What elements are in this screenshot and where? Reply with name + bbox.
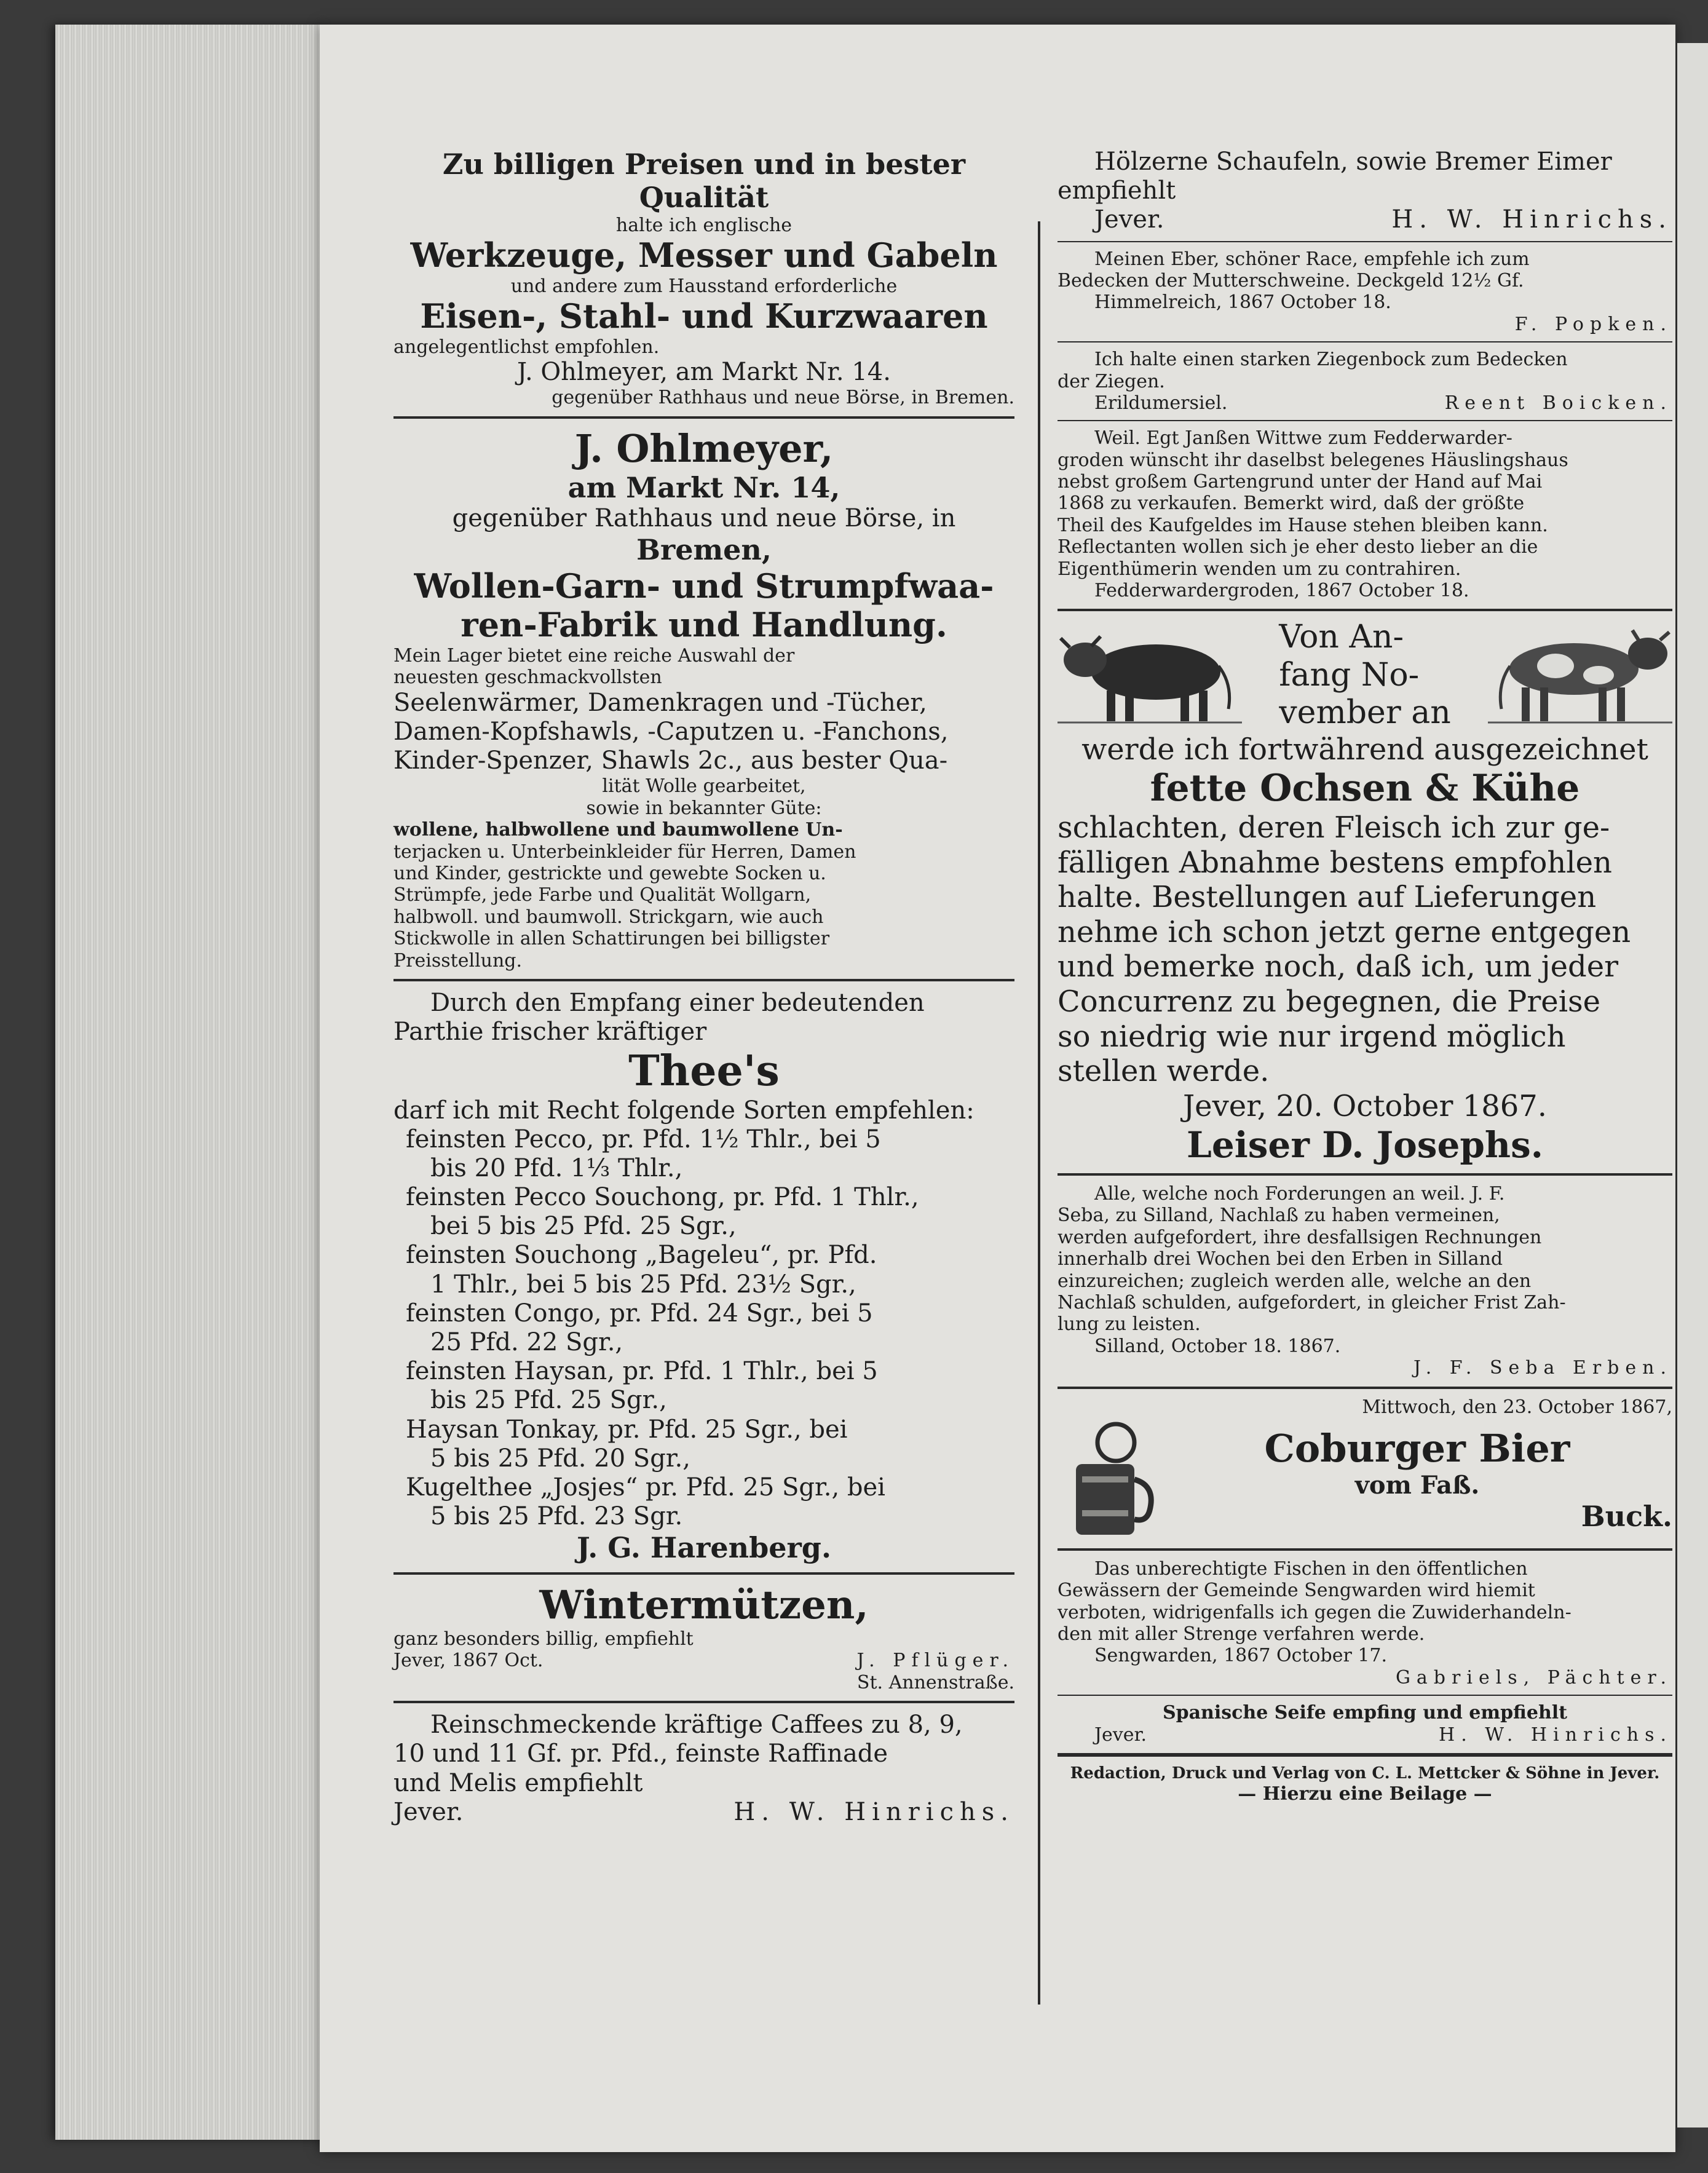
ad-text: der Ziegen.	[1058, 370, 1165, 392]
ad-text: Hölzerne Schaufeln, sowie Bremer Eimer	[1094, 148, 1612, 176]
ad-headline: Coburger Bier	[1264, 1425, 1570, 1471]
ad-text: Damen-Kopfshawls, -Caputzen u. -Fanchons,	[393, 718, 949, 746]
ad-signature: F. Popken.	[1514, 313, 1672, 335]
ad-headline: Werkzeuge, Messer und Gabeln	[410, 235, 998, 275]
ad-separator	[393, 1701, 1014, 1703]
ad-separator	[1058, 609, 1672, 611]
ad-headline: fette Ochsen & Kühe	[1150, 767, 1580, 810]
ad-text: terjacken u. Unterbeinkleider für Herren, Damen	[393, 841, 856, 863]
book-page-edges	[55, 25, 326, 2140]
ad-text: nebst großem Gartengrund unter der Hand auf Mai	[1058, 471, 1543, 493]
right-column	[1058, 148, 1672, 1805]
ad-signature: J. F. Seba Erben.	[1413, 1357, 1672, 1379]
tea-item: feinsten Congo, pr. Pfd. 24 Sgr., bei 5	[406, 1299, 873, 1328]
ad-separator	[1058, 1548, 1672, 1551]
ad-text: stellen werde.	[1058, 1054, 1270, 1089]
ad-text: und bemerke noch, daß ich, um jeder	[1058, 949, 1619, 984]
ad-buck-beer	[1058, 1396, 1672, 1541]
ad-text: werde ich fortwährend ausgezeichnet	[1081, 732, 1648, 767]
ad-text: Reinschmeckende kräftige Caffees zu 8, 9,	[430, 1711, 963, 1740]
ad-seba-estate	[1058, 1183, 1672, 1379]
ad-text: Das unberechtigte Fischen in den öffentlichen	[1094, 1558, 1528, 1580]
ad-address: gegenüber Rathhaus und neue Börse, in	[452, 504, 956, 533]
ad-popken-boar	[1058, 248, 1672, 336]
ad-text: schlachten, deren Fleisch ich zur ge-	[1058, 810, 1610, 845]
ad-text: den mit aller Strenge verfahren werde.	[1058, 1623, 1425, 1645]
ad-text: neuesten geschmackvollsten	[393, 667, 662, 689]
ad-text: vom Faß.	[1354, 1470, 1480, 1500]
ad-janssen-house	[1058, 427, 1672, 601]
ad-text: Kinder-Spenzer, Shawls 2c., aus bester Qua-	[393, 746, 948, 775]
ad-text: darf ich mit Recht folgende Sorten empfehlen:	[393, 1096, 975, 1125]
ad-headline: Zu billigen Preisen und in bester	[442, 148, 966, 181]
ad-address: gegenüber Rathhaus und neue Börse, in Bremen.	[552, 387, 1014, 409]
ad-place-date: Sengwarden, 1867 October 17.	[1094, 1645, 1388, 1667]
adjacent-page-edge	[1677, 43, 1708, 2127]
ad-signature: Buck.	[1581, 1499, 1672, 1533]
ad-signature: H. W. Hinrichs.	[1391, 205, 1672, 234]
ad-signature: Reent Boicken.	[1444, 392, 1672, 414]
ad-text: Concurrenz zu begegnen, die Preise	[1058, 984, 1601, 1019]
ad-headline: Eisen-, Stahl- und Kurzwaaren	[420, 296, 988, 336]
ad-text: Alle, welche noch Forderungen an weil. J. F.	[1094, 1182, 1505, 1205]
ad-ohlmeyer-tools	[393, 148, 1014, 409]
ad-separator	[1058, 341, 1672, 342]
ad-separator	[393, 416, 1014, 419]
ad-text: werden aufgefordert, ihre desfallsigen Rechnungen	[1058, 1226, 1542, 1248]
ad-josephs-butcher	[1058, 619, 1672, 1166]
ad-text: Weil. Egt Janßen Wittwe zum Fedderwarder-	[1094, 427, 1512, 449]
tea-item: bis 25 Pfd. 25 Sgr.,	[430, 1386, 667, 1415]
ad-text: Reflectanten wollen sich je eher desto lieber an die	[1058, 536, 1538, 558]
tea-price-list	[393, 1125, 1014, 1532]
ad-separator	[1058, 1387, 1672, 1389]
ad-headline: Wollen-Garn- und Strumpfwaa-	[414, 566, 994, 606]
ad-text: verboten, widrigenfalls ich gegen die Zuwiderhandeln-	[1058, 1601, 1572, 1623]
ad-separator	[393, 979, 1014, 981]
ad-place-date: Mittwoch, den 23. October 1867,	[1362, 1396, 1672, 1418]
ad-text: Seelenwärmer, Damenkragen und -Tücher,	[393, 688, 927, 717]
ad-text: empfiehlt	[1058, 176, 1176, 205]
ad-separator	[1058, 241, 1672, 242]
ad-text: Ich halte einen starken Ziegenbock zum Bedecken	[1094, 349, 1568, 371]
ad-text: angelegentlichst empfohlen.	[393, 336, 660, 358]
ad-text: 10 und 11 Gf. pr. Pfd., feinste Raffinade	[393, 1740, 888, 1768]
ad-signature: Leiser D. Josephs.	[1187, 1123, 1543, 1166]
ad-text: so niedrig wie nur irgend möglich	[1058, 1019, 1566, 1054]
ad-ohlmeyer-wool	[393, 426, 1014, 972]
ad-headline: J. Ohlmeyer,	[574, 425, 834, 471]
ad-signature: J. Pflüger.	[856, 1650, 1014, 1672]
ad-text: Von An-	[1279, 619, 1404, 656]
cow-illustration	[1488, 623, 1672, 727]
left-column	[393, 148, 1014, 1827]
footer-separator	[1058, 1753, 1672, 1757]
ad-harenberg-tea	[393, 989, 1014, 1565]
ad-place-date: Fedderwardergroden, 1867 October 18.	[1094, 580, 1469, 602]
tea-item: 1 Thlr., bei 5 bis 25 Pfd. 23½ Sgr.,	[430, 1270, 856, 1299]
tea-item: Kugelthee „Josjes“ pr. Pfd. 25 Sgr., bei	[406, 1473, 885, 1502]
ad-place-date: Jever.	[1094, 1724, 1147, 1746]
ad-text: Durch den Empfang einer bedeutenden	[430, 988, 925, 1017]
ad-text: Stickwolle in allen Schattirungen bei billigster	[393, 928, 830, 950]
tea-item: bis 20 Pfd. 1⅓ Thlr.,	[430, 1154, 683, 1182]
ad-text: lung zu leisten.	[1058, 1313, 1201, 1336]
ad-text: Meinen Eber, schöner Race, empfehle ich zum	[1094, 248, 1530, 270]
ad-text: Bedecken der Mutterschweine. Deckgeld 12½ Gf.	[1058, 269, 1524, 291]
ad-place-date: Jever, 20. October 1867.	[1182, 1088, 1548, 1123]
ad-place-date: Jever.	[1094, 205, 1164, 234]
ad-headline: Qualität	[639, 181, 769, 215]
ad-text: groden wünscht ihr daselbst belegenes Häuslingshaus	[1058, 449, 1568, 471]
ad-text: Strümpfe, jede Farbe und Qualität Wollgarn,	[393, 884, 812, 906]
ad-separator	[1058, 1695, 1672, 1696]
ad-text: Gewässern der Gemeinde Sengwarden wird hiemit	[1058, 1580, 1535, 1602]
ad-text: vember an	[1279, 694, 1451, 732]
ad-text: innerhalb drei Wochen bei den Erben in Silland	[1058, 1248, 1503, 1270]
tea-item: feinsten Pecco, pr. Pfd. 1½ Thlr., bei 5	[406, 1125, 881, 1154]
ad-signature: H. W. Hinrichs.	[1439, 1724, 1672, 1746]
ad-separator	[1058, 1173, 1672, 1176]
tea-item: bei 5 bis 25 Pfd. 25 Sgr.,	[430, 1212, 737, 1241]
ad-text: Parthie frischer kräftiger	[393, 1018, 707, 1047]
tea-item: feinsten Souchong „Bageleu“, pr. Pfd.	[406, 1241, 877, 1270]
ad-headline: Wintermützen,	[539, 1581, 869, 1628]
ad-gabriels-fishing	[1058, 1558, 1672, 1688]
newspaper-footer	[1058, 1764, 1672, 1805]
ad-text: nehme ich schon jetzt gerne entgegen	[1058, 914, 1631, 949]
ad-place-date: Jever.	[393, 1797, 464, 1826]
ad-hinrichs-shovels	[1058, 148, 1672, 235]
ad-hinrichs-soap	[1058, 1702, 1672, 1746]
ad-place-date: Erildumersiel.	[1094, 392, 1228, 414]
ad-text: lität Wolle gearbeitet,	[602, 775, 806, 798]
ad-text: fang No-	[1279, 656, 1420, 694]
ad-text: Spanische Seife empfing und empfiehlt	[1162, 1702, 1568, 1724]
ad-address: St. Annenstraße.	[856, 1671, 1014, 1693]
ad-place-date: Himmelreich, 1867 October 18.	[1094, 291, 1391, 314]
ad-text: und Melis empfiehlt	[393, 1768, 643, 1797]
column-divider	[1038, 221, 1040, 2005]
ad-text: einzureichen; zugleich werden alle, welche an den	[1058, 1270, 1532, 1292]
ad-place-date: Silland, October 18. 1867.	[1094, 1335, 1341, 1357]
ad-text: Preisstellung.	[393, 949, 523, 972]
ad-headline: ren-Fabrik und Handlung.	[461, 605, 947, 645]
tea-item: feinsten Haysan, pr. Pfd. 1 Thlr., bei 5	[406, 1357, 878, 1386]
ad-address: am Markt Nr. 14,	[567, 470, 840, 504]
ad-signature: Gabriels, Pächter.	[1395, 1666, 1672, 1688]
ad-place-date: Jever, 1867 Oct.	[393, 1650, 544, 1672]
ad-text: Mein Lager bietet eine reiche Auswahl der	[393, 645, 795, 667]
supplement-note: — Hierzu eine Beilage —	[1238, 1783, 1492, 1805]
ad-text: und andere zum Hausstand erforderliche	[510, 275, 898, 297]
ad-headline: Thee's	[628, 1047, 780, 1096]
tea-item: 5 bis 25 Pfd. 20 Sgr.,	[430, 1444, 690, 1473]
ad-text: 1868 zu verkaufen. Bemerkt wird, daß der größte	[1058, 493, 1525, 515]
ad-text: halbwoll. und baumwoll. Strickgarn, wie auch	[393, 906, 824, 928]
ad-text: Theil des Kaufgeldes im Hause stehen bleiben kann.	[1058, 514, 1548, 536]
ad-address: Bremen,	[636, 533, 772, 567]
ad-text: wollene, halbwollene und baumwollene Un-	[393, 819, 843, 841]
ad-text: Nachlaß schulden, aufgefordert, in gleicher Frist Zah-	[1058, 1291, 1566, 1313]
tea-item: 25 Pfd. 22 Sgr.,	[430, 1328, 623, 1356]
beer-tankard-illustration	[1058, 1418, 1162, 1541]
ad-text: ganz besonders billig, empfiehlt	[393, 1628, 694, 1650]
ad-signature: H. W. Hinrichs.	[733, 1797, 1014, 1826]
tea-item: 5 bis 25 Pfd. 23 Sgr.	[430, 1502, 683, 1531]
ox-illustration	[1058, 623, 1242, 727]
tea-item: feinsten Pecco Souchong, pr. Pfd. 1 Thlr.,	[406, 1183, 919, 1212]
ad-text: sowie in bekannter Güte:	[586, 797, 822, 819]
ad-text: Seba, zu Silland, Nachlaß zu haben vermeinen,	[1058, 1205, 1500, 1227]
ad-signature: J. G. Harenberg.	[577, 1531, 831, 1565]
ad-text: und Kinder, gestrickte und gewebte Socken u.	[393, 862, 826, 884]
ad-text: Eigenthümerin wenden um zu contrahiren.	[1058, 558, 1461, 580]
imprint-line: Redaction, Druck und Verlag von C. L. Mettcker & Söhne in Jever.	[1070, 1764, 1660, 1783]
ad-separator	[1058, 420, 1672, 421]
ad-text: halte. Bestellungen auf Lieferungen	[1058, 880, 1597, 915]
ad-text: halte ich englische	[615, 214, 793, 236]
tea-item: Haysan Tonkay, pr. Pfd. 25 Sgr., bei	[406, 1415, 848, 1444]
ad-text: fälligen Abnahme bestens empfohlen	[1058, 845, 1612, 880]
ad-signature: J. Ohlmeyer, am Markt Nr. 14.	[517, 358, 891, 387]
ad-separator	[393, 1572, 1014, 1575]
ad-boicken-goat	[1058, 349, 1672, 414]
ad-hinrichs-coffee	[393, 1711, 1014, 1827]
ad-pflueger-caps	[393, 1582, 1014, 1694]
